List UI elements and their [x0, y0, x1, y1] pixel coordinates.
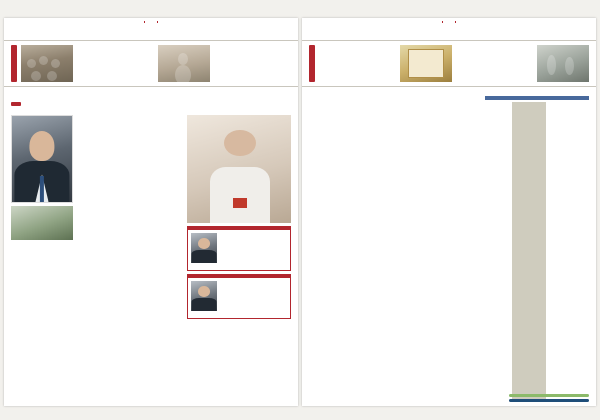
continuation-badge[interactable] [11, 102, 21, 106]
article-column-2 [78, 115, 182, 391]
korotko-tab-right [309, 45, 315, 82]
news-item-text [456, 45, 533, 82]
headline-area [4, 87, 298, 111]
news-photo-workshop [537, 45, 589, 82]
infographic [302, 87, 596, 407]
article-body [4, 111, 298, 397]
korotko-tab-left [11, 45, 17, 82]
chart-year-axis [485, 102, 511, 402]
right-page [302, 18, 596, 406]
portrait-photo-sorokin [11, 115, 73, 203]
right-masthead [302, 18, 596, 41]
news-photo-girl [158, 45, 210, 82]
legend-expense [509, 399, 589, 402]
inset-quote-header [188, 275, 290, 278]
news-item-text [319, 45, 396, 82]
bottom-photo-left [11, 206, 73, 240]
chart-title [485, 96, 589, 100]
right-news-strip [302, 41, 596, 87]
left-masthead [4, 18, 298, 41]
inset-quote-moskvin [187, 274, 291, 319]
budget-history-chart [485, 96, 589, 402]
inset-portrait [191, 233, 217, 263]
left-news-strip [4, 41, 298, 87]
article-column-1 [11, 115, 73, 391]
expense-card-grid [309, 96, 480, 402]
inset-portrait [191, 281, 217, 311]
article-column-3 [187, 115, 291, 391]
left-page [4, 18, 298, 406]
news-item-text [214, 45, 291, 82]
news-photo-certificate [400, 45, 452, 82]
legend-income [509, 394, 589, 397]
news-photo-people [21, 45, 73, 82]
news-item-text [77, 45, 154, 82]
chart-plot-area [485, 102, 589, 402]
chart-legend [509, 393, 589, 402]
inset-quote-gorokhova [187, 226, 291, 271]
inset-quote-header [188, 227, 290, 230]
left-section-title [144, 21, 158, 23]
main-photo-gorokhova [187, 115, 291, 223]
right-section-title [442, 21, 456, 23]
chart-value-labels [533, 102, 589, 402]
